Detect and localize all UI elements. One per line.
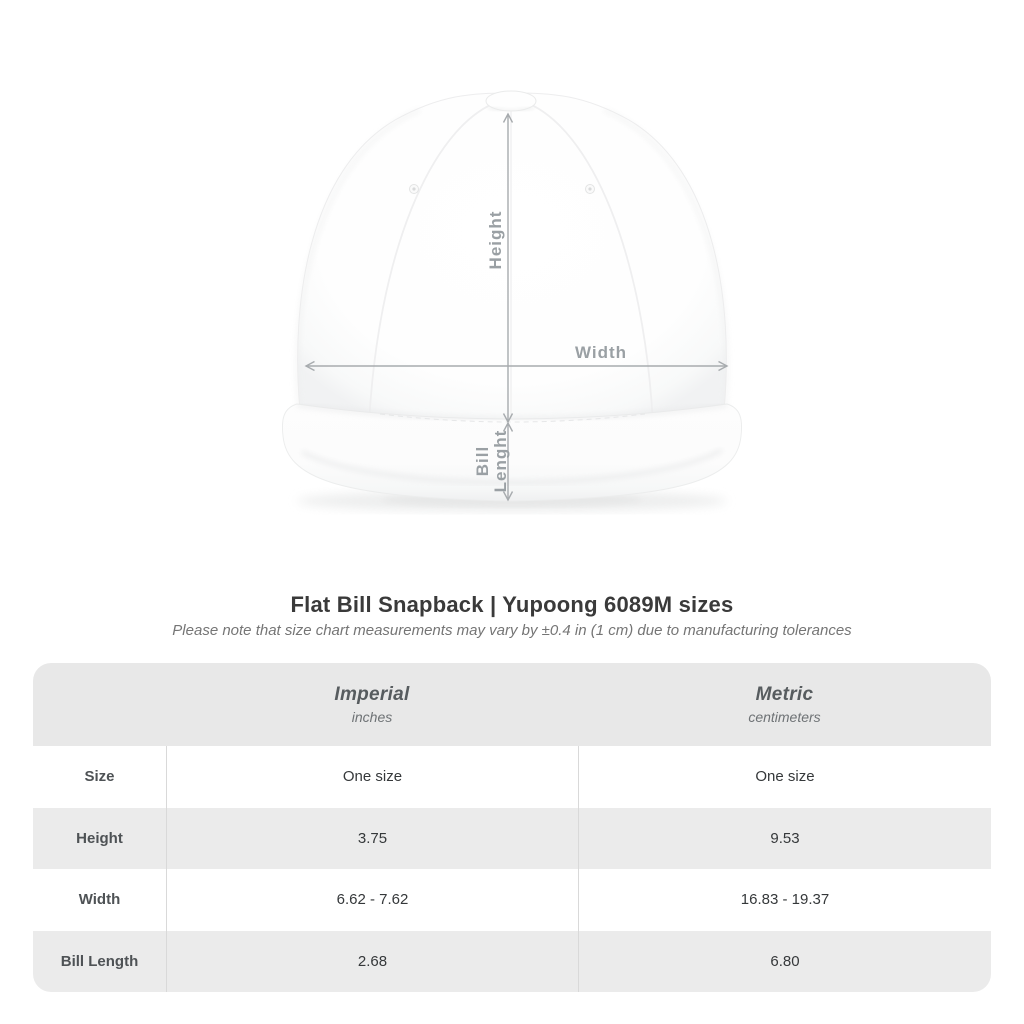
row-label: Bill Length [33, 931, 166, 993]
left-eyelet [410, 185, 419, 194]
table-header-imperial [166, 663, 578, 746]
row-label: Width [33, 869, 166, 931]
imperial-value: 2.68 [166, 931, 578, 993]
height-dimension-label: Height [486, 210, 505, 270]
metric-value: 16.83 - 19.37 [578, 869, 991, 931]
hat-crown [298, 93, 727, 426]
table-header-corner-cell [33, 663, 166, 746]
width-dimension-label: Width [574, 343, 628, 362]
imperial-value: 6.62 - 7.62 [166, 869, 578, 931]
metric-column-title: Metric [755, 684, 814, 705]
metric-value: One size [578, 746, 991, 808]
row-label: Height [33, 808, 166, 870]
page-title: Flat Bill Snapback | Yupoong 6089M sizes [290, 592, 734, 617]
imperial-value: 3.75 [166, 808, 578, 870]
metric-column-unit: centimeters [748, 709, 821, 725]
imperial-value: One size [166, 746, 578, 808]
bill-length-dimension-label-line1: Bill [473, 445, 492, 477]
table-header-metric [578, 663, 991, 746]
size-table [33, 663, 991, 992]
metric-value: 9.53 [578, 808, 991, 870]
bill-length-dimension-label-line2: Lenght [491, 429, 510, 493]
tolerance-note: Please note that size chart measurements may vary by ±0.4 in (1 cm) due to manufacturing tolerances [172, 622, 852, 640]
caption-block [0, 592, 1024, 639]
row-label: Size [33, 746, 166, 808]
metric-value: 6.80 [578, 931, 991, 993]
imperial-column-unit: inches [351, 709, 393, 725]
imperial-column-title: Imperial [334, 684, 410, 705]
right-eyelet [586, 185, 595, 194]
